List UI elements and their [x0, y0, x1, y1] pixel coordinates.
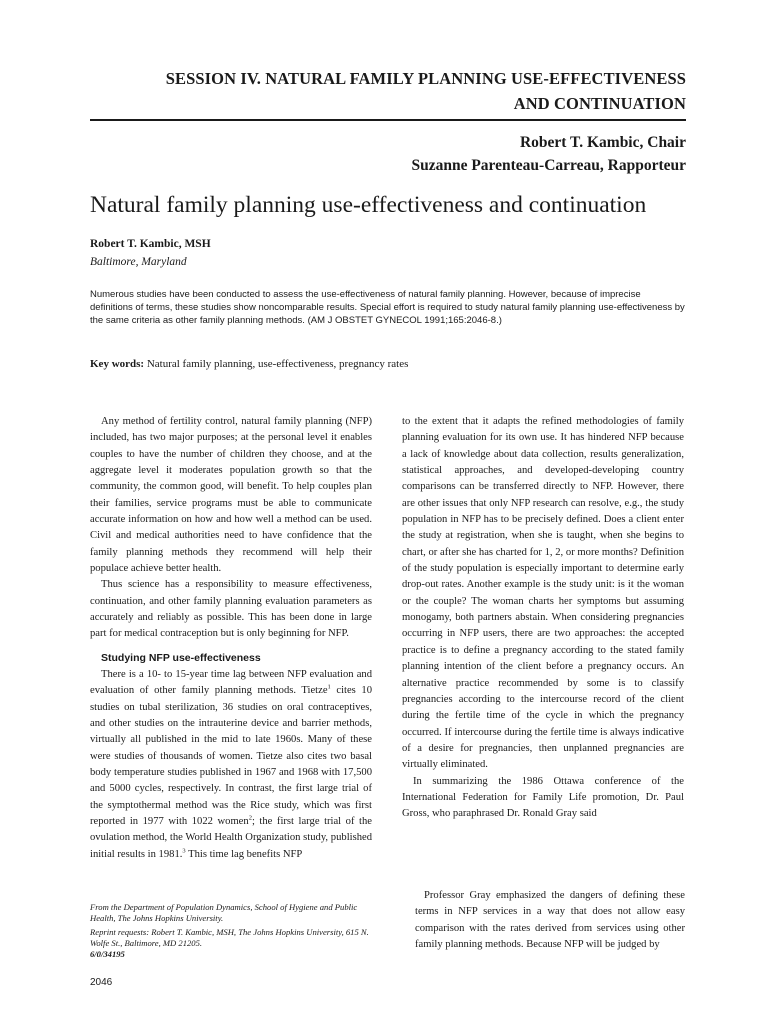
page-number: 2046 [90, 977, 113, 988]
session-chairs [300, 131, 686, 177]
left-column [90, 414, 372, 863]
left-paragraph-2: Thus science has a responsibility to measure effectiveness, continuation, and other family planning evaluation parameters as accurately and reliably as possible. This has been done in large part for medical contraception but is only beginning for NFP. [90, 579, 372, 640]
paragraph-3-part-d: This time lag benefits NFP [185, 848, 303, 860]
footnote-affiliation: From the Department of Population Dynamics, School of Hygiene and Public Health, The Johns Hopkins University. [90, 902, 358, 924]
chair-name: Robert T. Kambic, Chair [519, 134, 686, 151]
abstract-text: Numerous studies have been conducted to assess the use-effectiveness of natural family planning. However, because of imprecise definitions of terms, these studies show noncomparable results. Special effort is required to study natural family planning use-effectiveness by the same criteria as other family planning methods. [90, 289, 685, 327]
paragraph-3-part-c: ; the first large trial of the ovulation method, the World Health Organization study, published initial results in 1981. [90, 815, 372, 860]
footnote-reprint: Reprint requests: Robert T. Kambic, MSH, The Johns Hopkins University, 615 N. Wolfe St., Baltimore, MD 21205. [90, 926, 369, 948]
section-heading: Studying NFP use-effectiveness [101, 651, 261, 664]
abstract-citation: (AM J OBSTET GYNECOL 1991;165:2046-8.) [307, 315, 502, 327]
paragraph-3-part-a: There is a 10- to 15-year time lag between NFP evaluation and evaluation of other family planning methods. Tietze [90, 668, 372, 697]
right-paragraph-2: In summarizing the 1986 Ottawa conference of the International Federation for Family Life promotion, Dr. Paul Gross, who paraphrased Dr. Ronald Gray said [402, 775, 684, 820]
paragraph-3-part-b: cites 10 studies on tubal sterilization, 36 studies on oral contraceptives, and other studies on the intrauterine device and barrier methods, virtually all published in the mid to late 1960s. Many of these were studies of thousands of women. Tietze also cites two basal body temperature studies published in 1967 and 1968 with 17,500 and 5000 cycles, respectively. In contrast, the first large trial of the symptothermal method was the Rice study, which was first reported in 1977 with 1022 women [90, 685, 372, 827]
footnote [90, 902, 375, 960]
session-title-line2: AND CONTINUATION [513, 94, 686, 113]
session-title [110, 66, 686, 116]
author-affiliation: Baltimore, Maryland [90, 256, 187, 268]
rapporteur-name: Suzanne Parenteau-Carreau, Rapporteur [411, 157, 686, 174]
reference-2: 2 [248, 814, 252, 822]
reference-3: 3 [182, 847, 186, 855]
abstract [90, 288, 686, 328]
header-rule [90, 119, 686, 121]
footnote-code: 6/0/34195 [90, 949, 125, 960]
author-name: Robert T. Kambic, MSH [90, 238, 211, 250]
block-quote-text: Professor Gray emphasized the dangers of defining these terms in NFP services in a way that does not allow easy comparison with the rates derived from services using other family planning methods. Because NFP will be judged by [415, 890, 685, 950]
left-paragraph-3 [90, 667, 372, 863]
session-title-line1: SESSION IV. NATURAL FAMILY PLANNING USE-EFFECTIVENESS [165, 69, 686, 88]
left-paragraph-1: Any method of fertility control, natural family planning (NFP) included, has two major purposes; at the personal level it enables couples to have the number of children they choose, and at the aggregate level it moderates population growth so that the community, the common good, will benefit. To help couples plan their families, service programs must be able to communicate accurate information on how and how well a method can be used. Civil and medical authorities need to have confidence that the family planning methods they recommend will help their populace achieve better health. [90, 416, 372, 575]
keywords-list: Natural family planning, use-effectiveness, pregnancy rates [146, 358, 409, 370]
right-paragraph-1: to the extent that it adapts the refined methodologies of family planning evaluation for its own use. It has hindered NFP because a lack of knowledge about data collection, results generalization, statistical approaches, and developed-developing country comparisons can be transferred directly to NFP. However, there are other issues that only NFP research can resolve, e.g., the study population in NFP has to be precisely defined. Does a client enter the study at registration, when she is taught, when she begins to chart, or after she has charted for 1, 2, or more months? Definition of the study population is especially important to determine early drop-out rates. Another example is the study unit: is it the woman or the couple? The woman charts her symptoms but assuming monogamy, both partners abstain. When considering pregnancies occurring in NFP users, there are two approaches: the accepted practice is to define a pregnancy according to the stated family planning intention of the client before a pregnancy occurs. An alternative practice recommended by some is to classify pregnancies according to the intercourse record of the client during the fertile time of the cycle in which the pregnancy occurred. If intercourse during the fertile time is always indicative of a desire for pregnancies, then unplanned pregnancies are virtually eliminated. [402, 416, 684, 771]
reference-1: 1 [327, 683, 331, 691]
right-column [402, 414, 684, 823]
keywords [90, 356, 686, 372]
article-title: Natural family planning use-effectiveness and continuation [90, 192, 647, 218]
block-quote [415, 888, 685, 953]
keywords-label: Key words: [90, 358, 145, 370]
